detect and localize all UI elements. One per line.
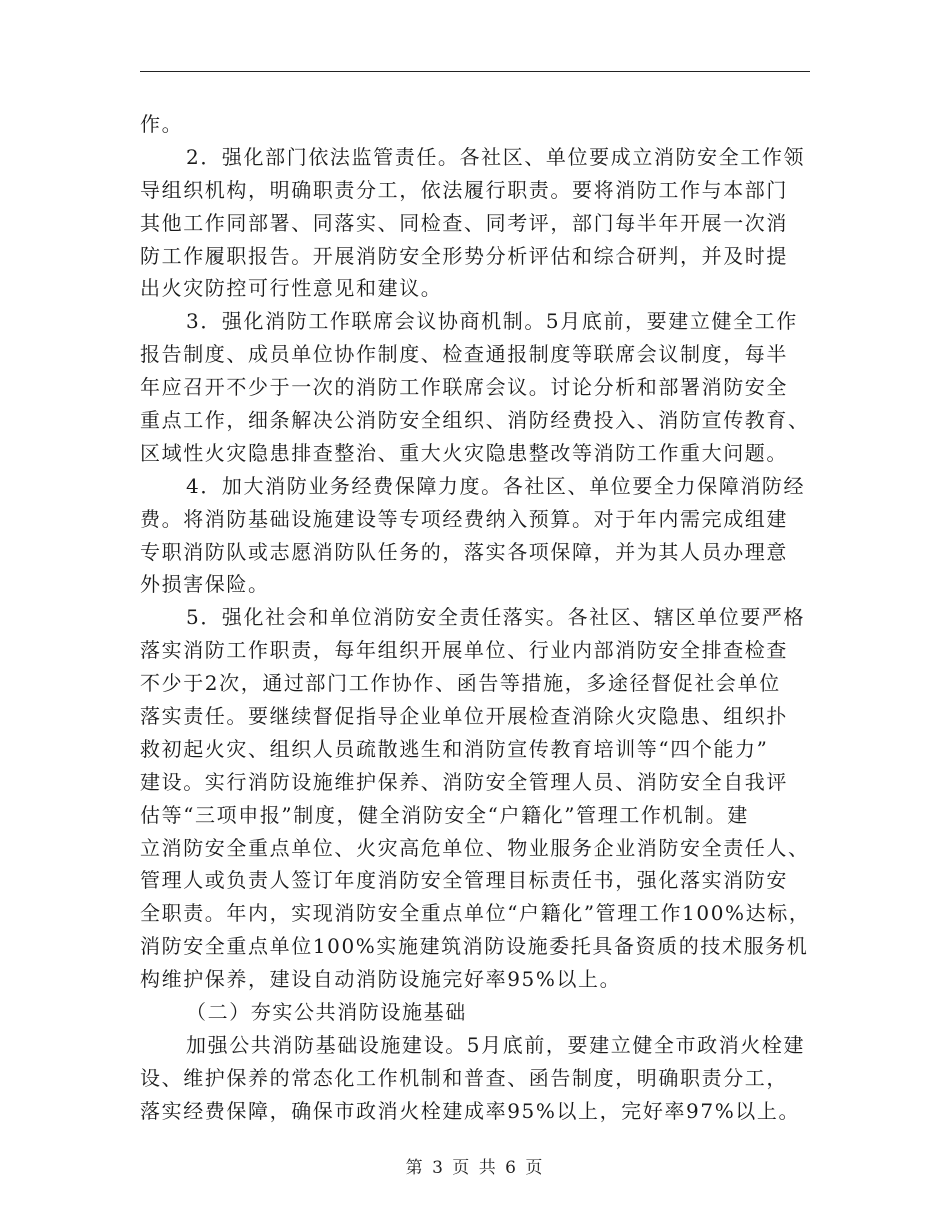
text-line: 救初起火灾、组织人员疏散逃生和消防宣传教育培训等“四个能力” [140,736,769,761]
text-line: 建设。实行消防设施维护保养、消防安全管理人员、消防安全自我评 [140,769,788,794]
text-line: 立消防安全重点单位、火灾高危单位、物业服务企业消防安全责任人、 [140,835,810,860]
text-line: 专职消防队或志愿消防队任务的，落实各项保障，并为其人员办理意 [140,539,788,564]
paragraph [140,141,815,305]
text-line: 区域性火灾隐患排查整治、重大火灾隐患整改等消防工作重大问题。 [140,440,788,465]
text-line: 费。将消防基础设施建设等专项经费纳入预算。对于年内需完成组建 [140,506,788,531]
text-line: 加强公共消防基础设施建设。5月底前，要建立健全市政消火栓建 [186,1032,806,1057]
text-line: 落实责任。要继续督促指导企业单位开展检查消除火灾隐患、组织扑 [140,704,788,729]
text-line: 外损害保险。 [140,572,270,597]
text-line: 落实经费保障，确保市政消火栓建成率95%以上，完好率97%以上。 [140,1098,801,1123]
paragraph [140,601,815,996]
text-line: 构维护保养，建设自动消防设施完好率95%以上。 [140,967,622,992]
text-line: 报告制度、成员单位协作制度、检查通报制度等联席会议制度，每半 [140,342,788,367]
text-line: 落实消防工作职责，每年组织开展单位、行业内部消防安全排查检查 [140,638,788,663]
text-line: 出火灾防控可行性意见和建议。 [140,276,443,301]
text-line: （二）夯实公共消防设施基础 [186,1000,467,1025]
text-line: 4．加大消防业务经费保障力度。各社区、单位要全力保障消防经 [186,473,806,498]
text-line: 全职责。年内，实现消防安全重点单位“户籍化”管理工作100%达标， [140,901,811,926]
text-line: 其他工作同部署、同落实、同检查、同考评，部门每半年开展一次消 [140,210,788,235]
section-heading [140,996,815,1029]
text-line: 消防安全重点单位100%实施建筑消防设施委托具备资质的技术服务机 [140,934,809,959]
paragraph [140,108,815,141]
page-number-footer: 第 3 页 共 6 页 [405,1158,545,1178]
text-line: 年应召开不少于一次的消防工作联席会议。讨论分析和部署消防安全 [140,375,788,400]
text-line: 防工作履职报告。开展消防安全形势分析评估和综合研判，并及时提 [140,243,788,268]
text-line: 重点工作，细条解决公消防安全组织、消防经费投入、消防宣传教育、 [140,408,810,433]
paragraph [140,1029,815,1128]
text-line: 管理人或负责人签订年度消防安全管理目标责任书，强化落实消防安 [140,868,788,893]
text-line: 2．强化部门依法监管责任。各社区、单位要成立消防安全工作领 [186,144,806,169]
text-line: 作。 [140,112,184,136]
text-line: 设、维护保养的常态化工作机制和普查、函告制度，明确职责分工， [140,1065,788,1090]
text-line: 不少于2次，通过部门工作协作、函告等措施，多途径督促社会单位 [140,671,781,696]
text-line: 5．强化社会和单位消防安全责任落实。各社区、辖区单位要严格 [186,605,806,630]
document-body [140,108,815,1128]
text-line: 3．强化消防工作联席会议协商机制。5月底前，要建立健全工作 [186,309,798,334]
paragraph [140,470,815,602]
header-rule [140,71,810,72]
text-line: 估等“三项申报”制度，健全消防安全“户籍化”管理工作机制。建 [140,802,749,827]
paragraph [140,305,815,469]
text-line: 导组织机构，明确职责分工，依法履行职责。要将消防工作与本部门 [140,177,788,202]
